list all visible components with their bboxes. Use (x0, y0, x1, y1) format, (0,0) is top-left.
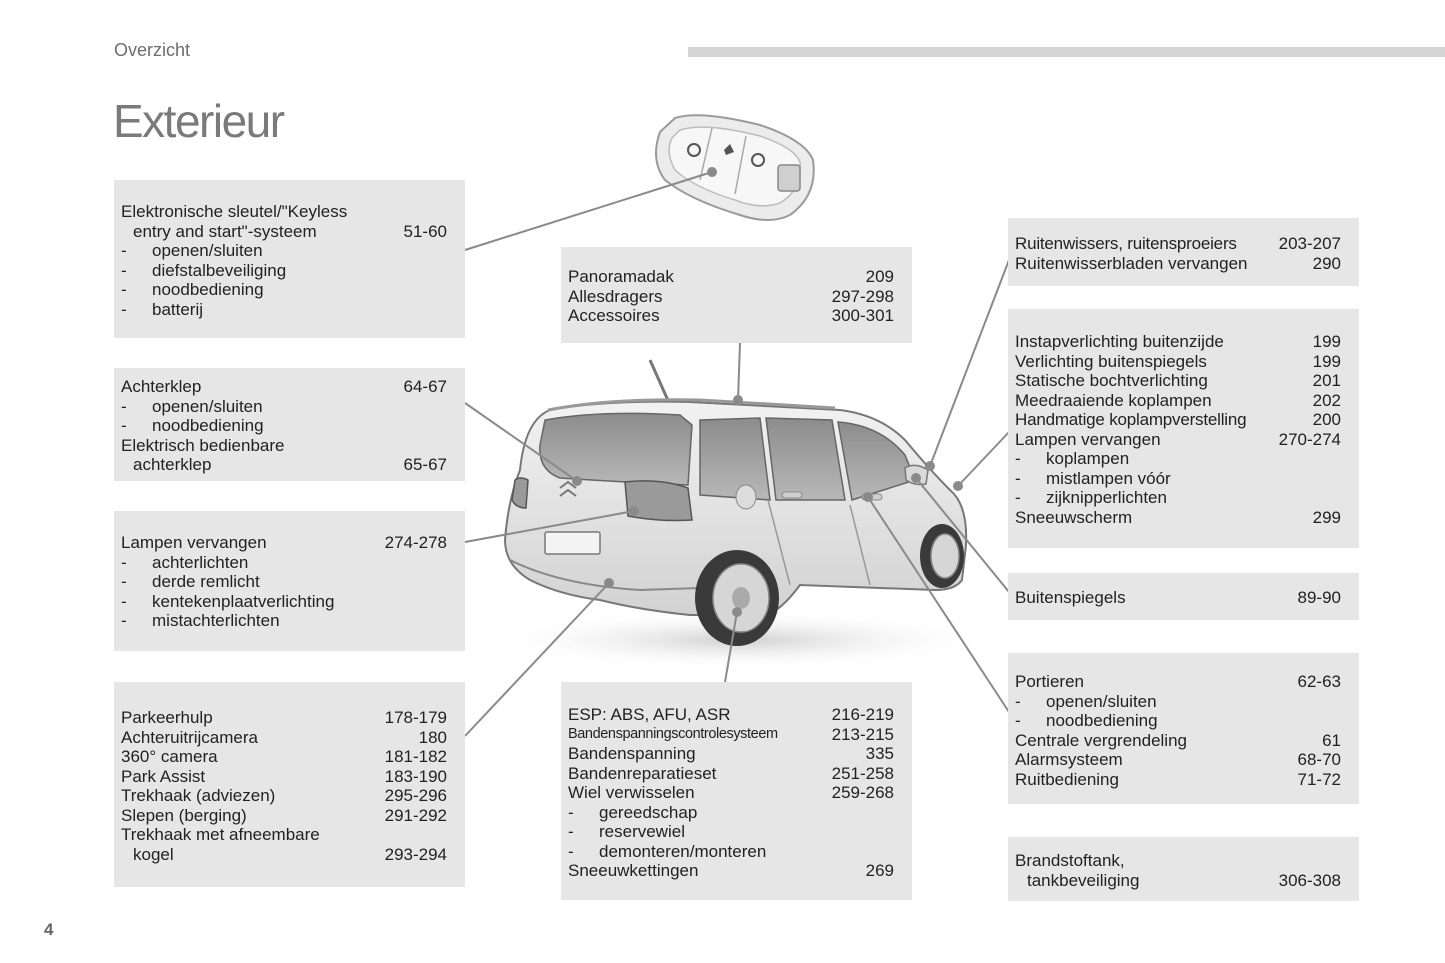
box-fuel (1008, 837, 1359, 901)
row-page (886, 842, 894, 862)
row-label: - reservewiel (568, 822, 886, 842)
row (121, 416, 447, 436)
row-page: 183-190 (384, 766, 447, 786)
row (121, 222, 447, 242)
row-page: 293-294 (384, 844, 447, 864)
row (121, 261, 447, 281)
row (1015, 469, 1341, 489)
row (121, 825, 447, 845)
row-page: 216-219 (831, 705, 894, 724)
row (568, 287, 894, 307)
row-page: 199 (1312, 332, 1341, 351)
row-page (1333, 449, 1341, 469)
box-mirrors (1008, 573, 1359, 620)
row-label: Parkeerhulp (121, 708, 213, 727)
row-page: 200 (1312, 410, 1341, 429)
row-page (439, 397, 447, 417)
row (121, 455, 447, 475)
row-label: Bandenspanning (568, 744, 696, 763)
row (121, 747, 447, 767)
box-front-lights (1008, 309, 1359, 548)
row (121, 436, 447, 456)
row (1015, 508, 1341, 528)
row-page: 299 (1312, 507, 1341, 527)
row-page: 297-298 (831, 286, 894, 306)
row-label: - mistachterlichten (121, 611, 439, 631)
box-wipers (1008, 218, 1359, 286)
row-page (1333, 711, 1341, 731)
row (121, 553, 447, 573)
box-rear-lamps (114, 511, 465, 651)
row-page (439, 261, 447, 281)
row-label: Bandenreparatieset (568, 763, 717, 783)
page-title: Exterieur (113, 95, 284, 147)
row-page (1333, 692, 1341, 712)
row (568, 783, 894, 803)
row-page: 178-179 (384, 708, 447, 727)
row-label: - demonteren/monteren (568, 842, 886, 862)
row-label: Sneeuwkettingen (568, 861, 699, 880)
page-number: 4 (44, 920, 54, 939)
row (1015, 750, 1341, 770)
row-page: 180 (418, 727, 447, 747)
row-label: Achterklep (121, 377, 202, 396)
row-label: Trekhaak (adviezen) (121, 786, 276, 805)
row-page: 335 (865, 744, 894, 763)
row (568, 803, 894, 823)
row-page (439, 436, 447, 456)
key-fob-illustration (656, 115, 814, 220)
row (1015, 672, 1341, 692)
row-page: 202 (1312, 390, 1341, 410)
row (568, 744, 894, 764)
row (121, 708, 447, 728)
row (121, 300, 447, 320)
row-page (439, 280, 447, 300)
row-page: 61 (1322, 730, 1341, 750)
row-label: - openen/sluiten (121, 397, 439, 417)
row-label: - openen/sluiten (121, 241, 439, 261)
row-page (439, 241, 447, 261)
row-label: kogel (133, 844, 174, 864)
row-label: Wiel verwisselen (568, 783, 695, 802)
row-label: - noodbediening (121, 280, 439, 300)
row-label: Instapverlichting buitenzijde (1015, 332, 1224, 351)
row-label: Meedraaiende koplampen (1015, 390, 1212, 410)
row-page (439, 825, 447, 845)
box-roof (561, 247, 912, 343)
row-label: Ruitbediening (1015, 769, 1119, 789)
row-page (886, 822, 894, 842)
row-label: Sneeuwscherm (1015, 507, 1133, 527)
box-wheels (561, 682, 912, 900)
row-label: Elektrisch bedienbare (121, 435, 285, 455)
row (121, 377, 447, 397)
row (568, 725, 894, 745)
row-label: Portieren (1015, 672, 1084, 691)
row-page: 68-70 (1297, 750, 1341, 769)
row-label: - batterij (121, 300, 439, 320)
row-page: 89-90 (1297, 588, 1341, 607)
row-label: - noodbediening (121, 416, 439, 436)
row-page: 71-72 (1297, 769, 1341, 789)
row (1015, 332, 1341, 352)
row-page (439, 611, 447, 631)
row-label: - kentekenplaatverlichting (121, 592, 439, 612)
row (568, 267, 894, 287)
row-page (439, 592, 447, 612)
row-label: Alarmsysteem (1015, 750, 1123, 769)
row-label: Park Assist (121, 766, 206, 786)
row (1015, 430, 1341, 450)
row (121, 572, 447, 592)
row (121, 397, 447, 417)
row-page (439, 553, 447, 573)
row (121, 845, 447, 865)
row (121, 767, 447, 787)
row (1015, 254, 1341, 274)
row-page (1333, 488, 1341, 508)
row-label: Centrale vergrendeling (1015, 730, 1187, 750)
row (568, 306, 894, 326)
row (568, 861, 894, 881)
row-label: - diefstalbeveiliging (121, 261, 439, 281)
row (1015, 851, 1341, 871)
row-page: 269 (865, 861, 894, 880)
row-page: 62-63 (1297, 672, 1341, 691)
row (1015, 770, 1341, 790)
row (121, 241, 447, 261)
row (121, 786, 447, 806)
row (568, 764, 894, 784)
row-label: Verlichting buitenspiegels (1015, 351, 1207, 371)
row (568, 842, 894, 862)
box-keyless (114, 180, 465, 338)
row-label: - koplampen (1015, 449, 1333, 469)
row-label: Lampen vervangen (121, 533, 267, 552)
row-page: 199 (1312, 351, 1341, 371)
row-label: Slepen (berging) (121, 805, 247, 825)
row-label: Buitenspiegels (1015, 588, 1126, 607)
row-page: 306-308 (1278, 870, 1341, 890)
row (568, 822, 894, 842)
row-page (439, 202, 447, 222)
row-label: Trekhaak met afneembare (121, 825, 320, 844)
row-page: 259-268 (831, 783, 894, 802)
row (121, 592, 447, 612)
row-label: - derde remlicht (121, 572, 439, 592)
row-page (1333, 469, 1341, 489)
row (1015, 391, 1341, 411)
row-label: - noodbediening (1015, 711, 1333, 731)
row-page (886, 803, 894, 823)
row-label: Handmatige koplampverstelling (1015, 410, 1247, 429)
row (1015, 371, 1341, 391)
row (1015, 588, 1341, 608)
row (1015, 449, 1341, 469)
row-label: - achterlichten (121, 553, 439, 573)
row (1015, 731, 1341, 751)
row-label: Ruitenwisserbladen vervangen (1015, 253, 1248, 273)
row-page: 201 (1312, 371, 1341, 390)
row (121, 202, 447, 222)
row-label: - gereedschap (568, 803, 886, 823)
row-page: 251-258 (831, 763, 894, 783)
row-page: 213-215 (831, 724, 894, 744)
row-page: 295-296 (384, 786, 447, 805)
row-label: achterklep (133, 455, 212, 474)
row-label: Brandstoftank, (1015, 851, 1125, 870)
row (121, 533, 447, 553)
row (121, 806, 447, 826)
row-label: entry and start"-systeem (133, 221, 317, 241)
row-label: 360° camera (121, 747, 218, 766)
row (1015, 352, 1341, 372)
row-label: Statische bochtverlichting (1015, 371, 1208, 390)
row (1015, 410, 1341, 430)
row (1015, 488, 1341, 508)
row (568, 705, 894, 725)
row (1015, 871, 1341, 891)
row-page: 181-182 (384, 747, 447, 766)
row (121, 280, 447, 300)
row-page: 291-292 (384, 805, 447, 825)
section-label: Overzicht (114, 40, 191, 60)
row-page (439, 300, 447, 320)
row-page: 65-67 (403, 455, 447, 474)
row (1015, 234, 1341, 254)
row-page: 51-60 (403, 221, 447, 241)
row-label: Lampen vervangen (1015, 429, 1161, 449)
row-label: Elektronische sleutel/"Keyless (121, 202, 348, 221)
row-label: tankbeveiliging (1027, 870, 1140, 890)
row (121, 611, 447, 631)
row-page: 274-278 (384, 533, 447, 552)
box-parking (114, 682, 465, 887)
row-page (1333, 851, 1341, 871)
box-doors (1008, 653, 1359, 804)
row-label: Accessoires (568, 306, 660, 325)
row-page (439, 572, 447, 592)
row-page: 209 (865, 267, 894, 286)
row-label: Bandenspanningscontrolesysteem (568, 725, 778, 742)
row-label: ESP: ABS, AFU, ASR (568, 705, 731, 724)
row-label: - zijknipperlichten (1015, 488, 1333, 508)
row-page: 300-301 (831, 306, 894, 325)
row-page: 270-274 (1278, 429, 1341, 449)
row-page (439, 416, 447, 436)
row (1015, 711, 1341, 731)
row-label: Panoramadak (568, 267, 674, 286)
row-page: 290 (1312, 253, 1341, 273)
row-page: 203-207 (1278, 234, 1341, 253)
row-label: Ruitenwissers, ruitensproeiers (1015, 234, 1237, 253)
row-label: - openen/sluiten (1015, 692, 1333, 712)
row (121, 728, 447, 748)
row-label: Allesdragers (568, 286, 663, 306)
row-label: Achteruitrijcamera (121, 727, 258, 747)
row-page: 64-67 (403, 377, 447, 396)
box-tailgate (114, 368, 465, 481)
row-label: - mistlampen vóór (1015, 469, 1333, 489)
row (1015, 692, 1341, 712)
